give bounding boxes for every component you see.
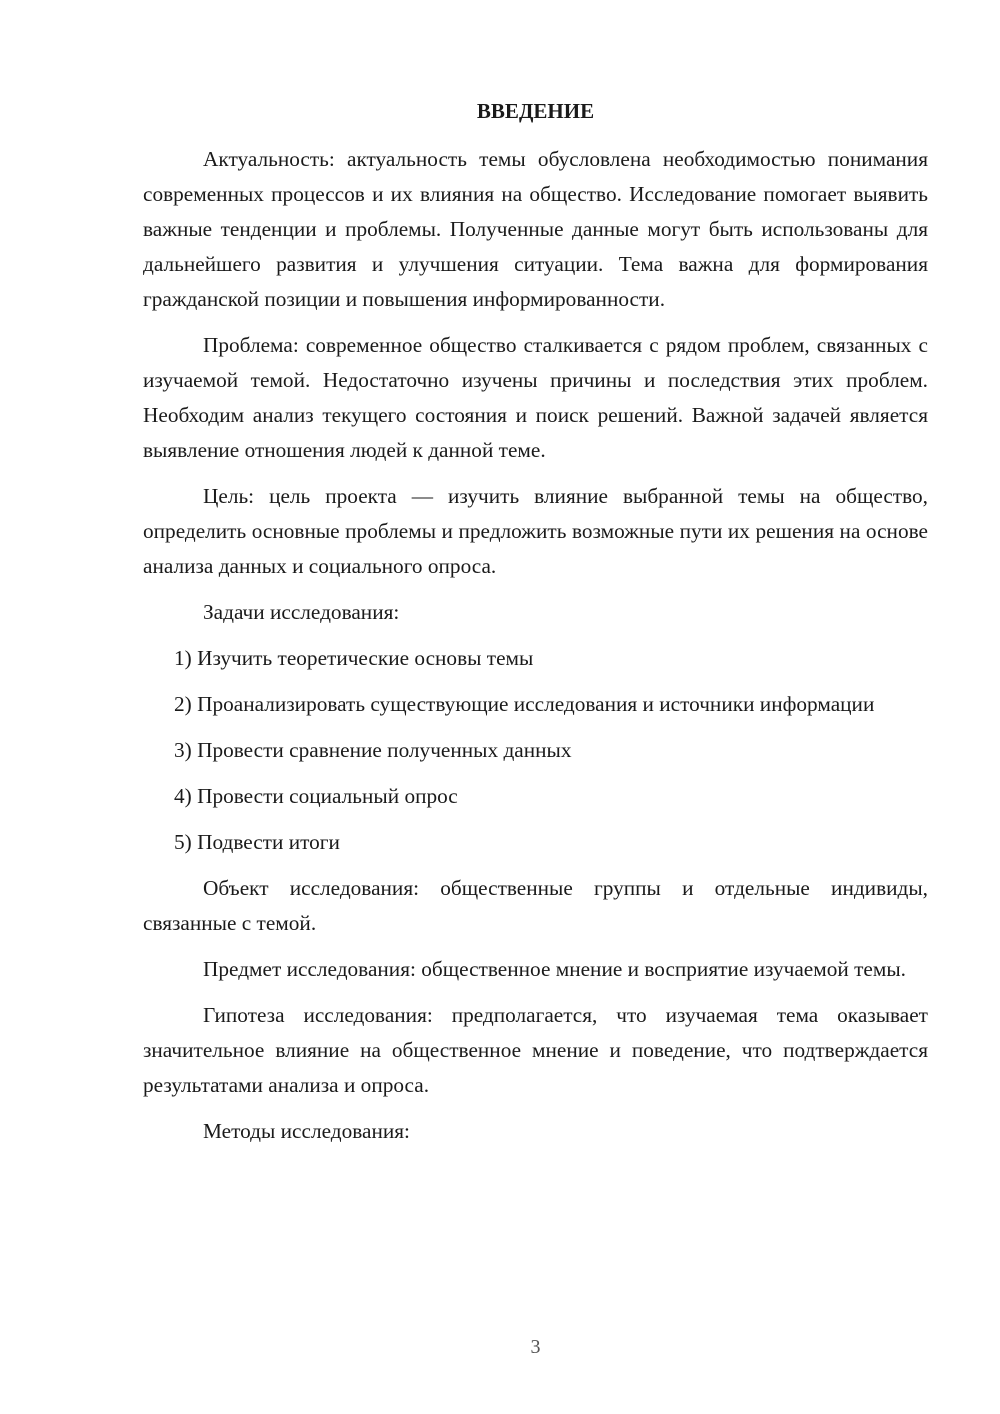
section-title: ВВЕДЕНИЕ [476,99,595,123]
document-page [143,0,928,1414]
hypothesis-paragraph: Гипотеза исследования: предполагается, что изучаемая тема оказывает значительное влияние на общественное мнение и поведение, что подтверждается результатами анализа и опроса. [143,1003,928,1097]
subject-paragraph: Предмет исследования: общественное мнение и восприятие изучаемой темы. [203,957,906,981]
problem-paragraph: Проблема: современное общество сталкивается с рядом проблем, связанных с изучаемой темой. Недостаточно изучены причины и последствия этих проблем. Необходим анализ текущего состояния и поиск решений. Важной задачей является выявление отношения людей к данной теме. [143,333,928,462]
task-item-3: 3) Провести сравнение полученных данных [174,738,572,762]
methods-heading: Методы исследования: [203,1119,410,1143]
task-item-4: 4) Провести социальный опрос [174,784,458,808]
task-item-5: 5) Подвести итоги [174,830,340,854]
tasks-heading: Задачи исследования: [203,600,400,624]
document-body [143,142,928,1160]
task-item-1: 1) Изучить теоретические основы темы [174,646,534,670]
relevance-paragraph: Актуальность: актуальность темы обусловлена необходимостью понимания современных процессов и их влияния на общество. Исследование помогает выявить важные тенденции и проблемы. Полученные данные могут быть использованы для дальнейшего развития и улучшения ситуации. Тема важна для формирования гражданской позиции и повышения информированности. [143,147,928,311]
goal-paragraph: Цель: цель проекта — изучить влияние выбранной темы на общество, определить основные проблемы и предложить возможные пути их решения на основе анализа данных и социального опроса. [143,484,928,578]
page-number: 3 [530,1336,541,1358]
object-paragraph: Объект исследования: общественные группы и отдельные индивиды, связанные с темой. [143,876,928,935]
task-item-2: 2) Проанализировать существующие исследования и источники информации [174,692,875,716]
